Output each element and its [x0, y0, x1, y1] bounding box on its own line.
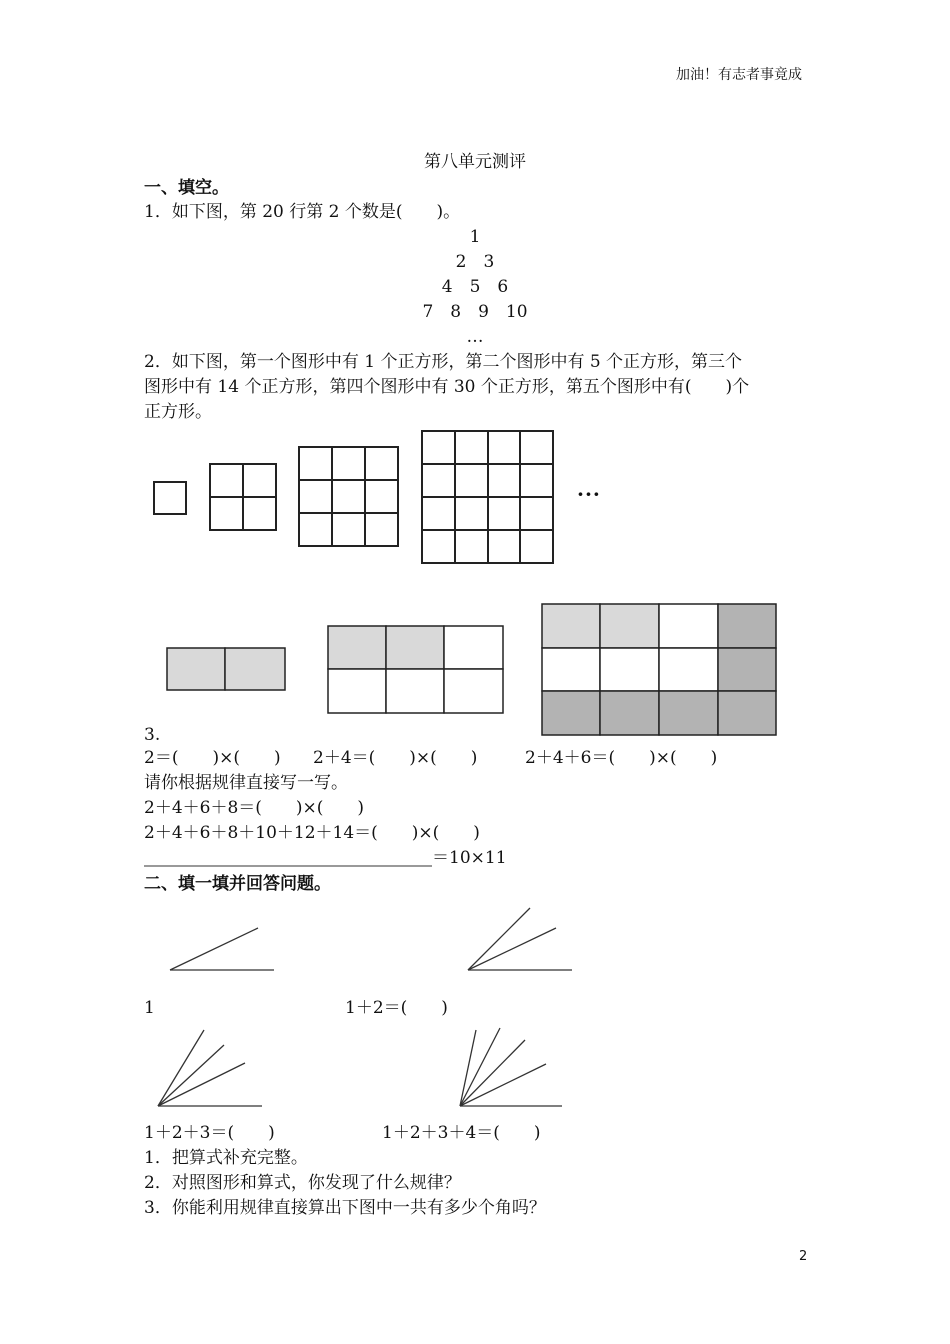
angle-figure-2 — [468, 908, 572, 970]
triangle-row: 1 — [469, 227, 481, 247]
triangle-row: 4 5 6 — [441, 277, 509, 297]
section2-question: 3．你能利用规律直接算出下图中一共有多少个角吗？ — [144, 1198, 546, 1218]
section2-question: 2．对照图形和算式，你发现了什么规律？ — [144, 1173, 461, 1193]
page-title: 第八单元测评 — [424, 152, 526, 172]
grid-3x3 — [299, 447, 398, 546]
angle-figure-4 — [460, 1028, 562, 1106]
q1-text: 1．如下图，第 20 行第 2 个数是( )。 — [144, 202, 461, 222]
angle-figure-3 — [158, 1030, 262, 1106]
angle-label: 1＋2＋3＝( ) — [144, 1123, 275, 1143]
q3-equation: 2＋4＋6＋8＋10＋12＋14＝( )×( ) — [144, 823, 480, 843]
rect-1x2 — [167, 648, 285, 690]
q3-equation: 2＋4＋6＝( )×( ) — [525, 748, 718, 768]
q3-equation: 2＋4＋6＋8＝( )×( ) — [144, 798, 365, 818]
triangle-row: 7 8 9 10 — [422, 302, 528, 322]
grid-1x1 — [154, 482, 186, 514]
section2-heading: 二、填一填并回答问题。 — [144, 874, 331, 894]
q3-equation-suffix: ＝10×11 — [432, 848, 507, 868]
grid-2x2 — [210, 464, 276, 530]
figure-ellipsis: ··· — [577, 482, 601, 506]
square-grid-figures — [154, 431, 553, 563]
rect-3x4 — [542, 604, 776, 735]
rectangle-figures — [167, 604, 776, 735]
q2-text-line: 图形中有 14 个正方形，第四个图形中有 30 个正方形，第五个图形中有( )个 — [144, 377, 750, 397]
page-number: 2 — [799, 1249, 808, 1264]
q3-equation: 2＋4＝( )×( ) — [313, 748, 478, 768]
q3-instruction: 请你根据规律直接写一写。 — [144, 773, 348, 793]
triangle-row: 2 3 — [455, 252, 495, 272]
q3-equation: 2＝( )×( ) — [144, 748, 281, 768]
grid-4x4 — [422, 431, 553, 563]
header-motto: 加油！有志者事竟成 — [676, 67, 802, 83]
section2-question: 1．把算式补充完整。 — [144, 1148, 308, 1168]
q3-number: 3. — [144, 725, 161, 745]
rect-2x3 — [328, 626, 503, 713]
angle-label: 1＋2＝( ) — [345, 998, 448, 1018]
triangle-ellipsis: … — [466, 327, 484, 347]
q2-text-line: 2．如下图，第一个图形中有 1 个正方形，第二个图形中有 5 个正方形，第三个 — [144, 352, 743, 372]
angle-figure-1 — [170, 928, 274, 970]
angle-label: 1 — [144, 998, 155, 1018]
section1-heading: 一、填空。 — [144, 178, 229, 198]
q2-text-line: 正方形。 — [144, 402, 212, 422]
angle-label: 1＋2＋3＋4＝( ) — [382, 1123, 541, 1143]
